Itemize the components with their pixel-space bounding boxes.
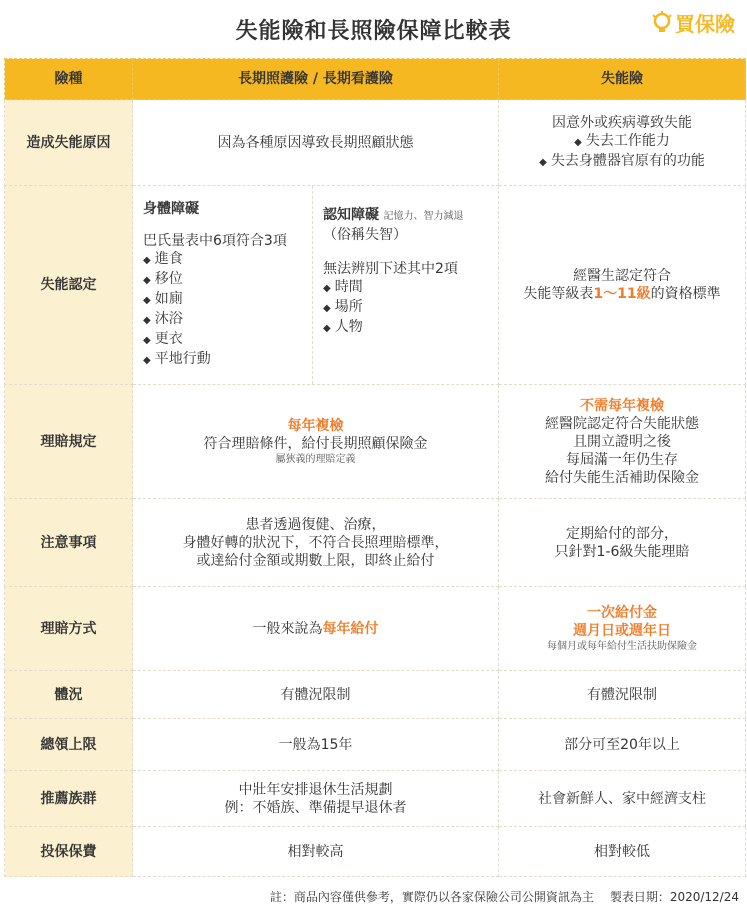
criteria-di-highlight: 1～11級 [593,286,651,302]
brand-logo[interactable] [651,8,735,37]
claim-rule-di-line: 給付失能生活補助保險金 [545,469,699,486]
health-ltc: 有體況限制 [133,671,499,719]
list-item: ◆ 進食 [143,250,302,270]
physical-items [143,250,302,370]
lightbulb-icon [651,11,673,35]
table-row-health [5,671,746,719]
claim-rule-di-line: 每屆滿一年仍生存 [566,451,678,468]
cognitive-note: 記憶力、智力減退 [383,211,464,222]
cap-ltc: 一般為15年 [133,719,499,771]
page-title: 失能險和長照險保障比較表 [235,19,512,44]
payment-di-line2: 週月日或週年日 [573,623,671,639]
table-row-claim-rule [5,385,746,499]
payment-di-note: 每個月或每年給付生活扶助保險金 [547,641,697,652]
cognitive-items [323,278,488,338]
table-row-notes [5,499,746,587]
cognitive-heading [323,206,488,226]
row-label-health: 體況 [5,671,133,719]
row-label-premium: 投保保費 [5,827,133,877]
claim-rule-ltc-note: 屬狹義的理賠定義 [275,454,356,465]
criteria-di-line2 [499,285,745,303]
row-label-notes: 注意事項 [5,499,133,587]
list-item: ◆ 人物 [323,318,488,338]
claim-rule-di [499,385,746,499]
table-row-payment [5,587,746,671]
audience-ltc [133,771,499,827]
payment-di [499,587,746,671]
notes-di-line: 只針對1-6級失能理賠 [554,543,690,560]
criteria-di-suffix: 的資格標準 [650,286,721,302]
comparison-table [4,58,746,877]
header-ltc: 長期照護險 / 長期看護險 [133,59,499,100]
criteria-ltc [133,186,499,385]
row-label-criteria: 失能認定 [5,186,133,385]
cause-ltc: 因為各種原因導致長期照顧狀態 [133,100,499,186]
row-label-cap: 總領上限 [5,719,133,771]
header-di: 失能險 [499,59,746,100]
list-item: ◆ 更衣 [143,330,302,350]
header [0,0,747,58]
cognitive-title: 認知障礙 [323,207,379,223]
audience-ltc-line: 中壯年安排退休生活規劃 [238,781,393,798]
header-category: 險種 [5,59,133,100]
cognitive-rule: 無法辨別下述其中2項 [323,261,458,277]
claim-rule-ltc-highlight: 每年複檢 [287,418,344,434]
cap-di: 部分可至20年以上 [499,719,746,771]
notes-ltc-line: 身體好轉的狀況下，不符合長照理賠標準， [182,534,449,551]
cognitive-impairment [313,186,498,384]
table-row-premium [5,827,746,877]
list-item: ◆ 移位 [143,270,302,290]
audience-ltc-line: 例：不婚族、準備提早退休者 [224,799,407,816]
list-item: ◆ 時間 [323,278,488,298]
payment-ltc [133,587,499,671]
criteria-di-line1: 經醫生認定符合 [573,268,671,284]
table-row-criteria [5,186,746,385]
audience-di: 社會新鮮人、家中經濟支柱 [499,771,746,827]
notes-di [499,499,746,587]
physical-rule: 巴氏量表中6項符合3項 [143,233,287,249]
list-item: ◆ 如廁 [143,290,302,310]
list-item: ◆ 失去工作能力 [499,132,745,152]
claim-rule-ltc-line: 符合理賠條件，給付長期照顧保險金 [203,436,428,452]
table-row-cap [5,719,746,771]
list-item: ◆ 失去身體器官原有的功能 [499,152,745,172]
row-label-claim-rule: 理賠規定 [5,385,133,499]
cause-di-bullets [499,132,745,172]
payment-ltc-highlight: 每年給付 [322,620,379,637]
row-label-payment: 理賠方式 [5,587,133,671]
footer-note: 註：商品內容僅供參考，實際仍以各家保險公司公開資訊為主 [269,890,594,904]
table-row-audience [5,771,746,827]
row-label-cause: 造成失能原因 [5,100,133,186]
claim-rule-di-highlight: 不需每年複檢 [580,397,664,414]
footer [254,888,739,905]
payment-ltc-prefix: 一般來說為 [252,620,323,637]
list-item: ◆ 平地行動 [143,350,302,370]
physical-impairment [133,186,313,384]
notes-ltc-line: 或達給付金額或期數上限，即終止給付 [196,552,435,569]
premium-di: 相對較低 [499,827,746,877]
criteria-di [499,186,746,385]
list-item: ◆ 沐浴 [143,310,302,330]
premium-ltc: 相對較高 [133,827,499,877]
notes-di-line: 定期給付的部分， [566,525,678,542]
cognitive-alias: （俗稱失智） [323,227,407,243]
notes-ltc [133,499,499,587]
cause-di-line: 因意外或疾病導致失能 [552,114,692,131]
payment-di-line1: 一次給付金 [587,605,657,621]
table-header-row [5,59,746,100]
claim-rule-di-line: 經醫院認定符合失能狀態 [545,415,699,432]
physical-title: 身體障礙 [143,201,199,217]
claim-rule-ltc [133,385,499,499]
footer-date: 製表日期：2020/12/24 [609,890,739,904]
criteria-split [133,186,498,384]
row-label-audience: 推薦族群 [5,771,133,827]
cause-di [499,100,746,186]
notes-ltc-line: 患者透過復健、治療， [245,516,386,533]
health-di: 有體況限制 [499,671,746,719]
logo-text: 買保險 [675,12,735,36]
table-row-cause [5,100,746,186]
claim-rule-di-line: 且開立證明之後 [573,433,671,450]
criteria-di-prefix: 失能等級表 [523,286,594,302]
list-item: ◆ 場所 [323,298,488,318]
